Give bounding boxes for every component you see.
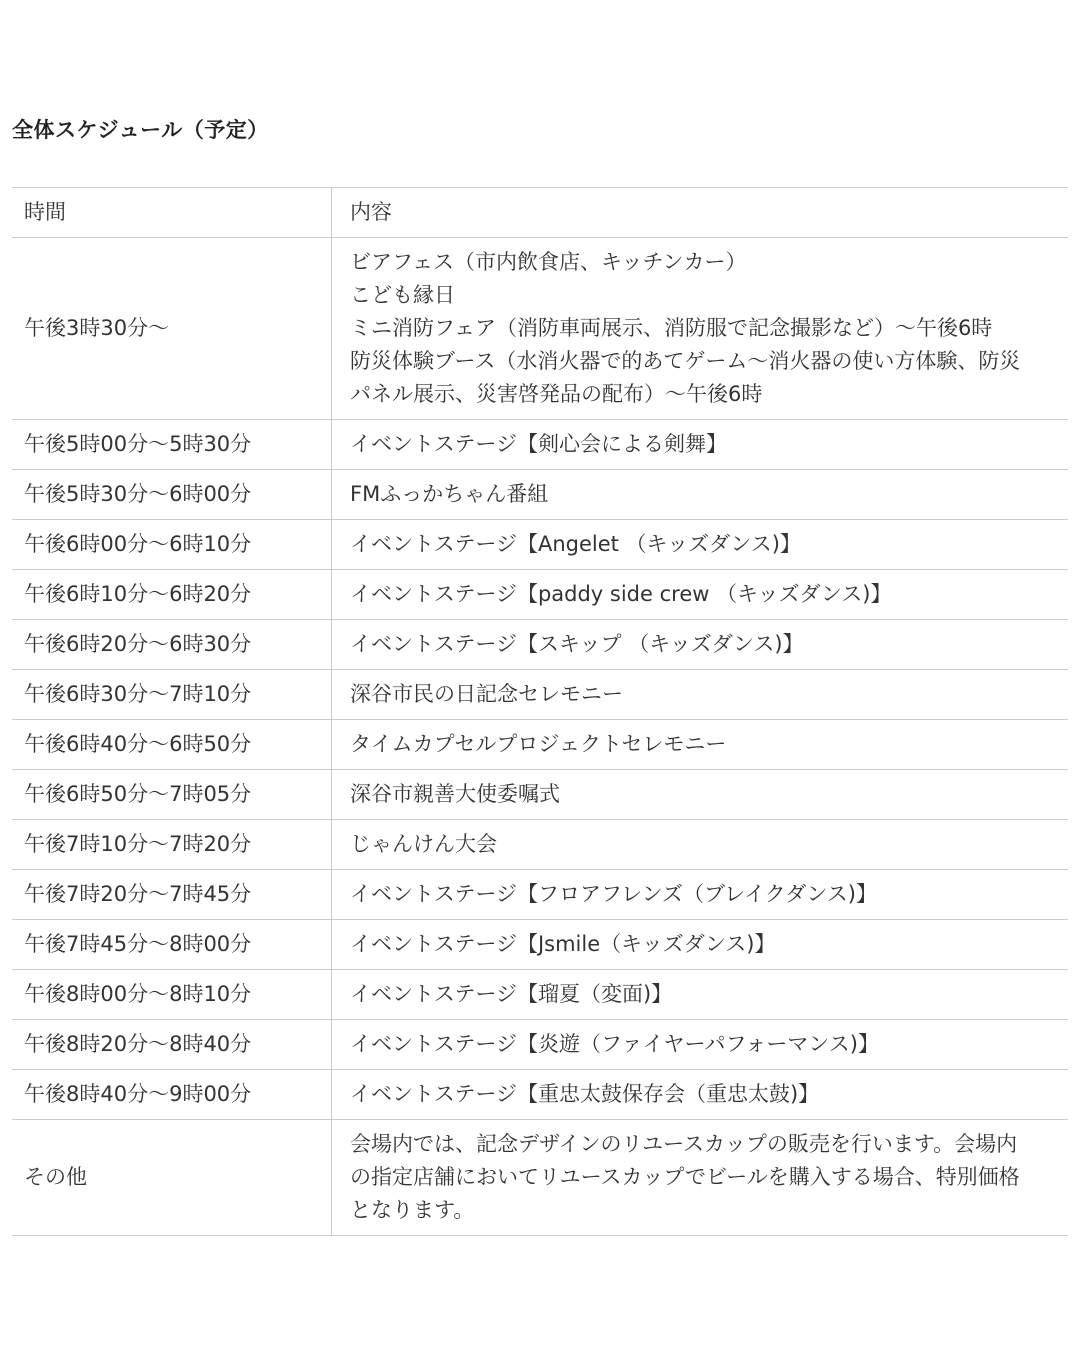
schedule-time-cell: 午後7時20分～7時45分 <box>12 870 332 920</box>
table-row <box>12 570 1068 620</box>
table-row <box>12 238 1068 420</box>
column-header-content: 内容 <box>332 188 1069 238</box>
table-row <box>12 470 1068 520</box>
schedule-time-cell: 午後6時30分～7時10分 <box>12 670 332 720</box>
table-row <box>12 920 1068 970</box>
schedule-time-cell: 午後5時00分～5時30分 <box>12 420 332 470</box>
schedule-content-cell <box>332 820 1069 870</box>
schedule-content-cell <box>332 1020 1069 1070</box>
schedule-content-cell <box>332 520 1069 570</box>
schedule-content-cell <box>332 920 1069 970</box>
schedule-content-cell <box>332 770 1069 820</box>
schedule-content-cell <box>332 620 1069 670</box>
schedule-content-line: イベントステージ【paddy side crew （キッズダンス)】 <box>350 582 892 606</box>
schedule-content-cell <box>332 238 1069 420</box>
table-row <box>12 520 1068 570</box>
schedule-time-cell: その他 <box>12 1120 332 1236</box>
schedule-content-cell <box>332 420 1069 470</box>
table-row <box>12 670 1068 720</box>
schedule-content-line: FMふっかちゃん番組 <box>350 482 549 506</box>
table-row <box>12 1020 1068 1070</box>
schedule-content-cell <box>332 1120 1069 1236</box>
schedule-content-line: こども縁日 <box>350 283 455 307</box>
schedule-content-line: ビアフェス（市内飲食店、キッチンカー） <box>350 250 747 274</box>
schedule-time-cell: 午後6時20分～6時30分 <box>12 620 332 670</box>
table-row <box>12 820 1068 870</box>
schedule-content-line: 会場内では、記念デザインのリユースカップの販売を行います。会場内 <box>350 1132 1018 1156</box>
schedule-time-cell: 午後3時30分～ <box>12 238 332 420</box>
schedule-time-cell: 午後5時30分～6時00分 <box>12 470 332 520</box>
schedule-content-line: イベントステージ【スキップ （キッズダンス)】 <box>350 632 804 656</box>
schedule-time-cell: 午後6時40分～6時50分 <box>12 720 332 770</box>
schedule-content-cell <box>332 670 1069 720</box>
column-header-time: 時間 <box>12 188 332 238</box>
schedule-time-cell: 午後8時40分～9時00分 <box>12 1070 332 1120</box>
schedule-content-cell <box>332 870 1069 920</box>
schedule-time-cell: 午後8時20分～8時40分 <box>12 1020 332 1070</box>
table-row <box>12 1070 1068 1120</box>
page-title: 全体スケジュール（予定） <box>12 118 269 142</box>
table-row <box>12 770 1068 820</box>
table-row <box>12 1120 1068 1236</box>
schedule-content-line: イベントステージ【重忠太鼓保存会（重忠太鼓)】 <box>350 1082 820 1106</box>
schedule-content-line: イベントステージ【Angelet （キッズダンス)】 <box>350 532 801 556</box>
schedule-content-line: の指定店舗においてリユースカップでビールを購入する場合、特別価格 <box>350 1165 1020 1189</box>
schedule-content-cell <box>332 970 1069 1020</box>
schedule-body <box>12 238 1068 1236</box>
table-row <box>12 970 1068 1020</box>
table-header-row <box>12 188 1068 238</box>
schedule-content-line: イベントステージ【Jsmile（キッズダンス)】 <box>350 932 776 956</box>
schedule-content-cell <box>332 720 1069 770</box>
table-row <box>12 720 1068 770</box>
schedule-time-cell: 午後7時45分～8時00分 <box>12 920 332 970</box>
schedule-time-cell: 午後7時10分～7時20分 <box>12 820 332 870</box>
schedule-time-cell: 午後8時00分～8時10分 <box>12 970 332 1020</box>
schedule-content-line: 深谷市親善大使委嘱式 <box>350 782 560 806</box>
schedule-content-line: タイムカプセルプロジェクトセレモニー <box>350 732 727 756</box>
schedule-time-cell: 午後6時50分～7時05分 <box>12 770 332 820</box>
schedule-content-line: イベントステージ【フロアフレンズ（ブレイクダンス)】 <box>350 882 877 906</box>
schedule-content-line: ミニ消防フェア（消防車両展示、消防服で記念撮影など）～午後6時 <box>350 316 993 340</box>
schedule-time-cell: 午後6時10分～6時20分 <box>12 570 332 620</box>
table-row <box>12 420 1068 470</box>
schedule-content-line: 深谷市民の日記念セレモニー <box>350 682 623 706</box>
schedule-content-line: イベントステージ【炎遊（ファイヤーパフォーマンス)】 <box>350 1032 879 1056</box>
schedule-content-cell <box>332 1070 1069 1120</box>
schedule-content-line: イベントステージ【瑠夏（変面)】 <box>350 982 673 1006</box>
table-row <box>12 620 1068 670</box>
schedule-content-cell <box>332 470 1069 520</box>
schedule-content-line: となります。 <box>350 1198 475 1222</box>
table-row <box>12 870 1068 920</box>
schedule-content-line: イベントステージ【剣心会による剣舞】 <box>350 432 727 456</box>
schedule-table <box>12 187 1068 1236</box>
schedule-content-line: じゃんけん大会 <box>350 832 497 856</box>
schedule-content-line: パネル展示、災害啓発品の配布）～午後6時 <box>350 382 763 406</box>
schedule-content-cell <box>332 570 1069 620</box>
schedule-time-cell: 午後6時00分～6時10分 <box>12 520 332 570</box>
schedule-content-line: 防災体験ブース（水消火器で的あてゲーム～消火器の使い方体験、防災 <box>350 349 1021 373</box>
